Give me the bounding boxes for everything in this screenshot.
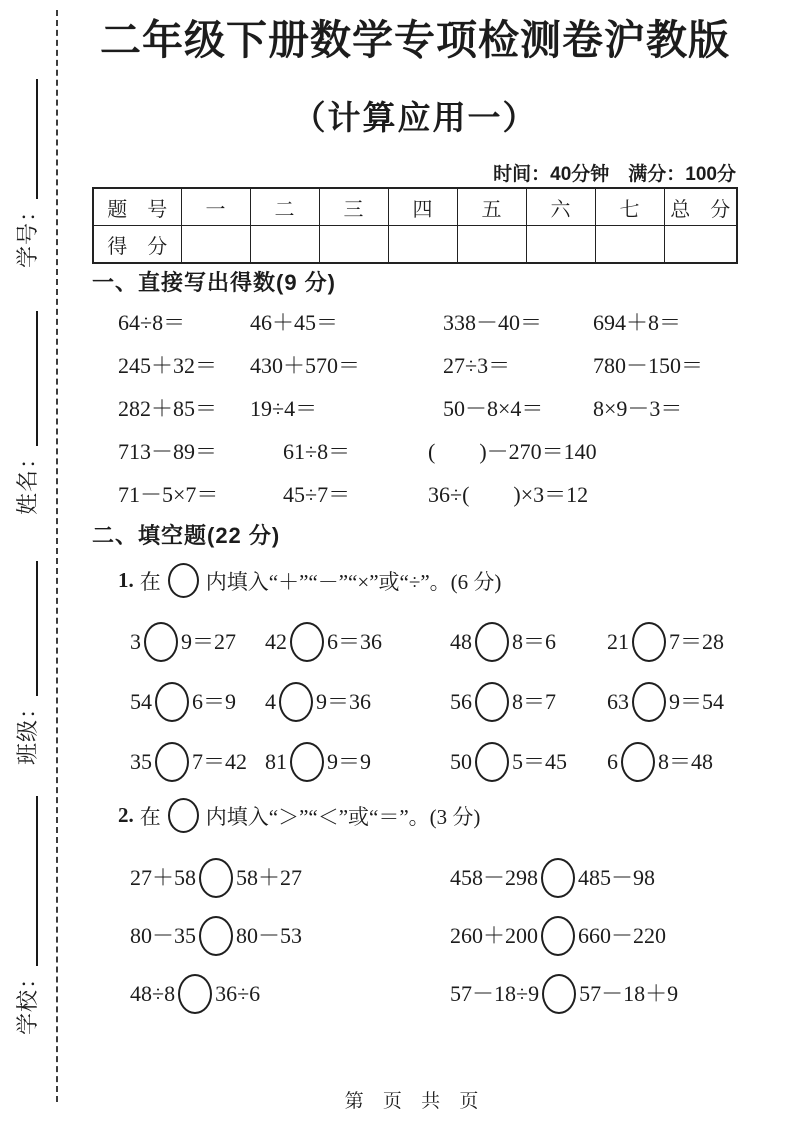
problem-row (130, 858, 738, 898)
problem-left: 260＋200 (450, 923, 539, 948)
score-table-score-row (93, 226, 737, 264)
problem-right: 7＝28 (669, 629, 725, 654)
school-label: 学校： (15, 965, 40, 1035)
student-id-label: 学号： (15, 198, 40, 268)
score-table (92, 187, 738, 264)
problem-left: 54 (130, 689, 152, 714)
question1-text-before: 在 (139, 569, 161, 594)
score-header-4: 四 (388, 188, 457, 226)
problem-left: 458－298 (450, 865, 539, 890)
problem-right: 485－98 (578, 865, 656, 890)
math-problem: 245＋32＝ (118, 353, 218, 378)
problem-row (130, 622, 738, 662)
math-problem: 64÷8＝ (118, 310, 186, 335)
problem-right: 9＝9 (327, 749, 372, 774)
score-row-label: 得 分 (93, 226, 181, 264)
problem-left: 63 (607, 689, 629, 714)
score-cell-empty (595, 226, 664, 264)
problem-right: 80－53 (236, 923, 303, 948)
class-field (12, 561, 42, 765)
answer-circle-icon (168, 798, 199, 833)
answer-circle (475, 742, 509, 782)
problem-row (118, 308, 738, 338)
math-problem: 713－89＝ (118, 439, 218, 464)
problem-row (118, 394, 738, 424)
section1-heading: 一、直接写出得数(9 分) (92, 270, 337, 295)
problem-right: 9＝36 (316, 689, 372, 714)
fill-operator-problem (265, 742, 450, 782)
answer-circle (541, 858, 575, 898)
answer-circle (144, 622, 178, 662)
problem-right: 58＋27 (236, 865, 303, 890)
fill-operator-problem (607, 682, 738, 722)
score-cell-empty (526, 226, 595, 264)
school-blank-line (36, 796, 38, 966)
question1-instruction (118, 563, 738, 598)
problem-row (130, 682, 738, 722)
score-cell-empty (319, 226, 388, 264)
math-problem: 19÷4＝ (250, 396, 318, 421)
fill-operator-problem (130, 682, 265, 722)
math-problem: 282＋85＝ (118, 396, 218, 421)
math-problem: 338－40＝ (443, 310, 543, 335)
problem-right: 660－220 (578, 923, 667, 948)
fill-operator-problem (450, 742, 607, 782)
answer-circle-icon (168, 563, 199, 598)
student-id-field (12, 79, 42, 268)
fill-operator-problem (450, 622, 607, 662)
problem-right: 36÷6 (215, 981, 261, 1006)
problem-right: 6＝36 (327, 629, 383, 654)
fill-operator-problem (130, 742, 265, 782)
fill-operator-problem (607, 742, 738, 782)
answer-circle (541, 916, 575, 956)
answer-circle (199, 858, 233, 898)
problem-left: 48÷8 (130, 981, 176, 1006)
problem-left: 27＋58 (130, 865, 197, 890)
problem-left: 21 (607, 629, 629, 654)
problem-right: 9＝27 (181, 629, 237, 654)
answer-circle (155, 742, 189, 782)
problem-right: 6＝9 (192, 689, 237, 714)
problem-row (118, 437, 738, 467)
answer-circle (155, 682, 189, 722)
class-label: 班级： (15, 695, 40, 765)
compare-problem (130, 858, 450, 898)
score-header-5: 五 (457, 188, 526, 226)
score-header-1: 一 (181, 188, 250, 226)
fill-operator-problem (265, 622, 450, 662)
problem-right: 5＝45 (512, 749, 568, 774)
answer-circle (279, 682, 313, 722)
problem-left: 6 (607, 749, 618, 774)
math-problem: 8×9－3＝ (593, 396, 683, 421)
answer-circle (199, 916, 233, 956)
math-problem: 45÷7＝ (283, 482, 351, 507)
math-problem: 71－5×7＝ (118, 482, 219, 507)
compare-problem (130, 974, 450, 1014)
student-id-blank-line (36, 79, 38, 199)
problem-left: 48 (450, 629, 472, 654)
score-header-3: 三 (319, 188, 388, 226)
score-header-7: 七 (595, 188, 664, 226)
fill-operator-problem (607, 622, 738, 662)
answer-circle (475, 682, 509, 722)
score-header-timu: 题 号 (93, 188, 181, 226)
school-field (12, 796, 42, 1035)
math-problem: ( )－270＝140 (428, 439, 597, 464)
fill-operator-problem (265, 682, 450, 722)
problem-right: 8＝7 (512, 689, 557, 714)
score-cell-empty (664, 226, 737, 264)
problem-left: 3 (130, 629, 141, 654)
problem-left: 42 (265, 629, 287, 654)
math-problem: 780－150＝ (593, 353, 704, 378)
problem-left: 50 (450, 749, 472, 774)
problem-right: 8＝48 (658, 749, 714, 774)
problem-row (130, 742, 738, 782)
exam-paper (92, 0, 738, 1122)
answer-circle (290, 742, 324, 782)
problem-right: 8＝6 (512, 629, 557, 654)
problem-left: 57－18÷9 (450, 981, 540, 1006)
answer-circle (178, 974, 212, 1014)
fill-operator-problem (450, 682, 607, 722)
problem-left: 56 (450, 689, 472, 714)
math-problem: 694＋8＝ (593, 310, 682, 335)
score-cell-empty (388, 226, 457, 264)
problem-right: 7＝42 (192, 749, 248, 774)
question2-text-before: 在 (139, 804, 161, 829)
problem-left: 81 (265, 749, 287, 774)
exam-meta: 时间：40分钟 满分：100分 (493, 164, 736, 185)
math-problem: 50－8×4＝ (443, 396, 544, 421)
score-cell-empty (457, 226, 526, 264)
section2-heading: 二、填空题(22 分) (92, 523, 281, 548)
class-blank-line (36, 561, 38, 696)
problem-right: 9＝54 (669, 689, 725, 714)
score-cell-empty (181, 226, 250, 264)
score-header-total: 总 分 (664, 188, 737, 226)
math-problem: 27÷3＝ (443, 353, 511, 378)
question2-text-after: 内填入“＞”“＜”或“＝”。(3 分) (205, 804, 481, 829)
score-table-header-row (93, 188, 737, 226)
answer-circle (290, 622, 324, 662)
question1-text-after: 内填入“＋”“－”“×”或“÷”。(6 分) (205, 569, 502, 594)
problem-right: 57－18＋9 (579, 981, 679, 1006)
answer-circle (632, 682, 666, 722)
math-problem: 36÷( )×3＝12 (428, 482, 589, 507)
student-name-blank-line (36, 311, 38, 446)
page-title: 二年级下册数学专项检测卷沪教版 (100, 17, 730, 63)
math-problem: 46＋45＝ (250, 310, 339, 335)
compare-problem (450, 916, 738, 956)
math-problem: 61÷8＝ (283, 439, 351, 464)
question2-instruction (118, 798, 738, 833)
score-cell-empty (250, 226, 319, 264)
compare-problem (130, 916, 450, 956)
compare-problem (450, 858, 738, 898)
answer-circle (632, 622, 666, 662)
question1-number: 1. (118, 568, 134, 592)
problem-left: 4 (265, 689, 276, 714)
answer-circle (542, 974, 576, 1014)
problem-left: 80－35 (130, 923, 197, 948)
cut-dashed-line (56, 10, 58, 1102)
student-name-field (12, 311, 42, 515)
question2-number: 2. (118, 803, 134, 827)
page-footer: 第 页 共 页 (344, 1091, 486, 1112)
problem-row (130, 974, 738, 1014)
answer-circle (621, 742, 655, 782)
problem-row (118, 351, 738, 381)
student-name-label: 姓名： (15, 445, 40, 515)
answer-circle (475, 622, 509, 662)
compare-problem (450, 974, 738, 1014)
problem-row (130, 916, 738, 956)
score-header-6: 六 (526, 188, 595, 226)
math-problem: 430＋570＝ (250, 353, 361, 378)
problem-left: 35 (130, 749, 152, 774)
problem-row (118, 480, 738, 510)
score-header-2: 二 (250, 188, 319, 226)
page-subtitle: （计算应用一） (292, 99, 538, 136)
fill-operator-problem (130, 622, 265, 662)
